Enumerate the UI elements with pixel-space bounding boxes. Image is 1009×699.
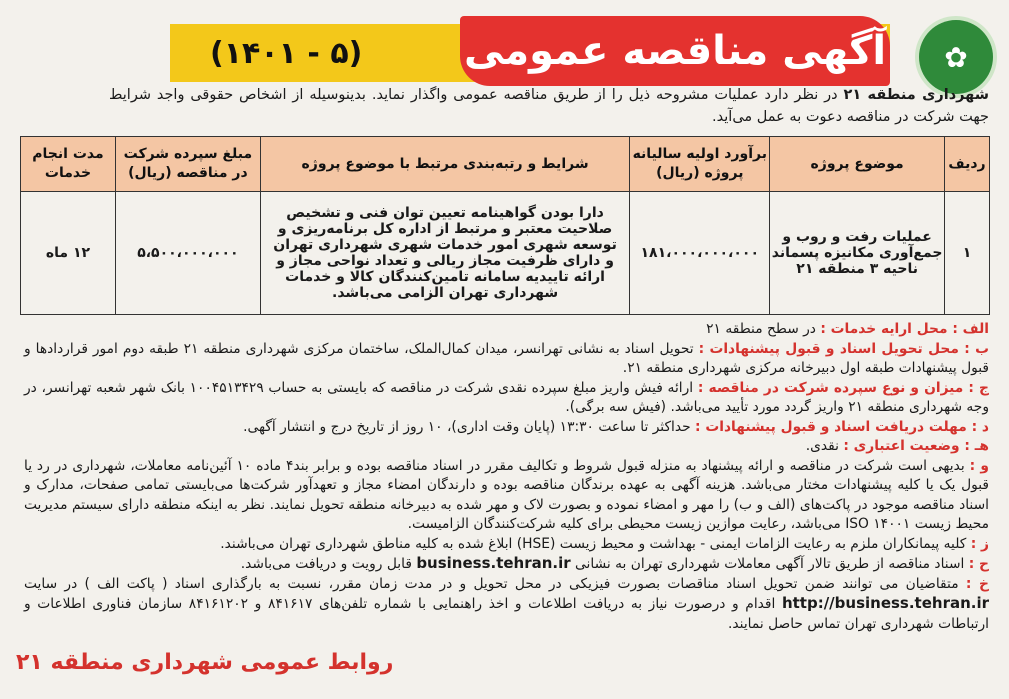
clause-label: و : [969, 457, 989, 474]
clause-label: ج : میزان و نوع سپرده شرکت در مناقصه : [697, 379, 989, 396]
clause-label: خ : [965, 575, 989, 592]
clause-jim [24, 379, 989, 418]
clause-text: متقاضیان می توانند ضمن تحویل اسناد مناقصات بصورت فیزیکی در محل تحویل و در مدت زمان مقرر، نسبت به بارگذاری اسناد ( پاکت الف ) در سایت [24, 575, 966, 592]
footer-signature: روابط عمومی شهرداری منطقه ۲۱ [16, 650, 394, 675]
clause-alef [24, 320, 989, 340]
clause-ze [24, 535, 989, 555]
clause-label: ب : محل تحویل اسناد و قبول پیشنهادات : [698, 340, 989, 357]
clause-text-after: اقدام و درصورت نیاز به دریافت اطلاعات و اخذ راهنمایی با شماره تلفن‌های ۸۴۱۶۱۷ و ۸۴۱۶۱۲۰۲ سازمان فناوری اطلاعات و ارتباطات شهرداری تهران تماس حاصل نمایند. [24, 596, 989, 632]
cell-duration: ۱۲ ماه [21, 192, 116, 315]
clause-label: ز : [970, 535, 989, 552]
clause-khe [24, 575, 989, 635]
title-banner [170, 24, 890, 82]
clause-vav [24, 457, 989, 535]
cell-row-number: ۱ [945, 192, 990, 315]
clause-text: در سطح منطقه ۲۱ [706, 321, 821, 337]
intro-text: در نظر دارد عملیات مشروحه ذیل را از طریق مناقصه عمومی واگذار نماید. بدینوسیله از اشخاص حقوقی واجد شرایط جهت شرکت در مناقصه دعوت به عمل می‌آید. [109, 87, 989, 125]
notice-code: (۵ - ۱۴۰۱) [210, 35, 363, 71]
clause-text: بدیهی است شرکت در مناقصه و ارائه پیشنهاد به منزله قبول شروط و تکالیف مقرر در اسناد مناقصه بوده و برابر بند۴ ماده ۱۰ آئین‌نامه معاملات، شهرداری در رد یا قبول یک یا کلیه پیشنهادات مختار می‌باشد. هزینه آگهی به عهده برندگان مناقصه بوده و دارندگان امضاء مجاز و تعهدآور شرکت‌ها می‌بایستی تمامی صفحات، مدارک و اسناد مناقصه موجود در پاکت‌های (الف و ب) را مهر و امضاء نموده و بصورت لاک و مهر شده به دبیرخانه منطقه تحویل نمایند. نظر به اینکه منطقه دارای سیستم مدیریت محیط زیست ISO ۱۴۰۰۱ می‌باشد، رعایت موازین زیست محیطی برای کلیه شرکت‌کنندگان الزامیست. [24, 457, 989, 532]
cell-subject: عملیات رفت و روب و جمع‌آوری مکانیزه پسماند ناحیه ۳ منطقه ۲۱ [770, 192, 945, 315]
cell-conditions: دارا بودن گواهینامه تعیین توان فنی و تشخیص صلاحیت معتبر و مرتبط از اداره کل برنامه‌ریزی و توسعه شهری امور خدمات شهری شهرداری تهران و دارای ظرفیت مجاز ریالی و تعداد نواحی مجاز و ارائه تاییدیه سامانه تامین‌کنندگان کالا و خدمات شهرداری تهران الزامی می‌باشد. [260, 192, 629, 315]
clause-text: کلیه پیمانکاران ملزم به رعایت الزامات ایمنی - بهداشت و محیط زیست (HSE) ابلاغ شده به کلیه مناطق شهرداری تهران می‌باشند. [220, 535, 971, 552]
cell-estimate: ۱۸۱،۰۰۰،۰۰۰،۰۰۰ [630, 192, 770, 315]
header-deposit: مبلغ سپرده شرکت در مناقصه (ریال) [115, 137, 260, 192]
business-url-link[interactable]: http://business.tehran.ir [781, 594, 990, 612]
header-duration: مدت انجام خدمات [21, 137, 116, 192]
clause-text-after: قابل رویت و دریافت می‌باشد. [240, 556, 417, 572]
clauses [24, 320, 989, 634]
header-conditions: شرایط و رتبه‌بندی مرتبط با موضوع پروژه [260, 137, 629, 192]
clause-text: ارائه فیش واریز مبلغ سپرده نقدی شرکت در مناقصه که بایستی به حساب ۱۰۰۴۵۱۳۴۲۹ بانک شهر شعبه تهرانسر، در وجه شهرداری منطقه ۲۱ واریز گردد مورد تأیید می‌باشد. (فیش سه برگی). [24, 379, 989, 415]
clause-label: هـ : وضعیت اعتباری : [843, 438, 989, 454]
table-header-row [21, 137, 990, 192]
header-subject: موضوع پروژه [770, 137, 945, 192]
notice-title: آگهی مناقصه عمومی [460, 16, 890, 86]
intro-paragraph [109, 84, 989, 128]
cell-deposit: ۵،۵۰۰،۰۰۰،۰۰۰ [115, 192, 260, 315]
clause-dal [24, 418, 989, 438]
table-row [21, 192, 990, 315]
clause-he2 [24, 554, 989, 575]
clause-text: نقدی. [805, 438, 844, 454]
municipality-logo-icon: ✿ [919, 20, 993, 94]
business-link[interactable]: business.tehran.ir [416, 554, 571, 572]
clause-label: ح : [968, 556, 989, 572]
tender-table [20, 136, 990, 315]
clause-text: تحویل اسناد به نشانی تهرانسر، میدان کمال‌الملک، ساختمان مرکزی شهرداری منطقه ۲۱ طبقه دوم امور قراردادها و قبول پیشنهادات طبقه اول دبیرخانه مرکزی شهرداری منطقه ۲۱. [24, 340, 989, 376]
header-row-number: ردیف [945, 137, 990, 192]
clause-text: حداکثر تا ساعت ۱۳:۳۰ (پایان وقت اداری)، ۱۰ روز از تاریخ درج و انتشار آگهی. [243, 418, 696, 435]
header-estimate: برآورد اولیه سالیانه پروژه (ریال) [630, 137, 770, 192]
clause-label: الف : محل ارایه خدمات : [820, 321, 989, 337]
clause-he [24, 437, 989, 457]
clause-text: اسناد مناقصه از طریق تالار آگهی معاملات شهرداری تهران به نشانی [570, 556, 969, 572]
intro-org: شهرداری منطقه ۲۱ [843, 87, 989, 103]
clause-be [24, 340, 989, 379]
clause-label: د : مهلت دریافت اسناد و قبول پیشنهادات : [695, 418, 989, 435]
